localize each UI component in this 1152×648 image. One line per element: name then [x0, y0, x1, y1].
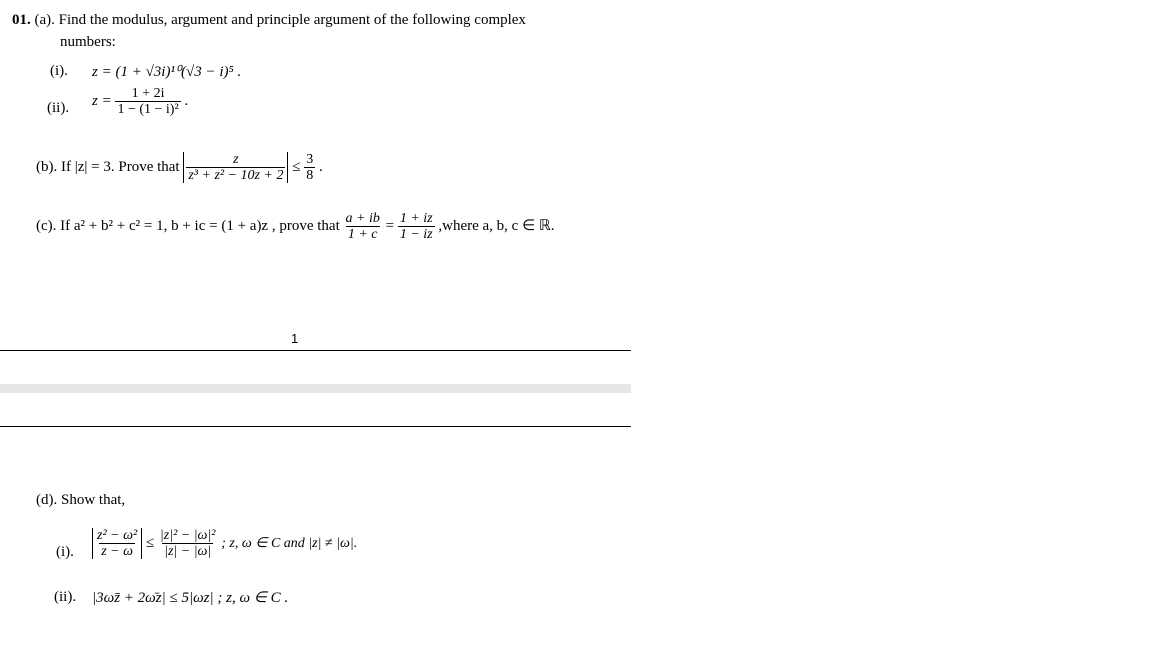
part-c-rhs-num: 1 + iz — [399, 211, 433, 226]
question-number: 01. — [12, 12, 31, 28]
part-b-numerator: z — [233, 152, 239, 167]
part-b-label: (b). — [36, 158, 58, 175]
part-c-post: ,where a, b, c ∈ ℝ. — [438, 217, 555, 234]
a-ii-fraction — [115, 86, 180, 117]
d-i-relation: ≤ — [145, 534, 155, 551]
part-b-relation: ≤ — [292, 158, 301, 175]
part-b-rhs-den: 8 — [306, 168, 314, 183]
part-a-text-cont: numbers: — [60, 34, 116, 50]
page-gap — [0, 384, 631, 393]
d-ii-expression: |3ωz̄ + 2ω̄z| ≤ 5|ωz| ; z, ω ∈ C . — [92, 590, 289, 606]
part-d-label: (d). — [36, 492, 58, 508]
part-b-rhs — [304, 152, 315, 183]
part-c-lhs — [344, 211, 382, 242]
d-i-lhs — [95, 528, 139, 559]
part-b-text: If |z| = 3. Prove that — [61, 158, 180, 175]
a-ii-end: . — [184, 92, 189, 109]
a-ii-lhs: z = — [92, 92, 112, 109]
part-b — [36, 152, 323, 183]
part-c-label: (c). — [36, 217, 57, 234]
d-ii-label: (ii). — [54, 589, 77, 605]
d-i-expression — [92, 528, 357, 559]
d-i-rhs-num: |z|² − |ω|² — [159, 528, 216, 543]
page-bottom-rule — [0, 350, 631, 351]
a-i-expression: z = (1 + √3i)¹⁰(√3 − i)⁵ . — [92, 64, 242, 80]
d-i-lhs-den: z − ω — [101, 544, 133, 559]
d-i-lhs-num: z² − ω² — [97, 528, 138, 543]
page-top-rule — [0, 426, 631, 427]
d-i-lhs-abs — [92, 528, 142, 559]
part-b-fraction — [186, 152, 285, 183]
part-b-end: . — [318, 158, 323, 175]
question-heading — [12, 12, 526, 29]
a-ii-denominator: 1 − (1 − i)² — [117, 102, 179, 117]
part-c — [36, 211, 555, 242]
part-b-abs-value — [183, 152, 288, 183]
part-c-rhs-den: 1 − iz — [399, 227, 433, 242]
d-i-label: (i). — [56, 544, 74, 560]
part-c-lhs-den: 1 + c — [347, 227, 378, 242]
part-b-rhs-num: 3 — [306, 152, 314, 167]
part-c-text: If a² + b² + c² = 1, b + ic = (1 + a)z , prove that — [60, 217, 340, 234]
part-c-eq: = — [385, 217, 395, 234]
d-i-rhs — [158, 528, 218, 559]
part-c-lhs-num: a + ib — [345, 211, 380, 226]
a-ii-expression — [92, 86, 188, 117]
a-i-label: (i). — [50, 63, 68, 79]
d-i-condition: ; z, ω ∈ C and |z| ≠ |ω|. — [221, 535, 358, 551]
d-i-rhs-den: |z| − |ω| — [164, 544, 212, 559]
part-d-text: Show that, — [61, 492, 126, 508]
part-c-rhs — [398, 211, 435, 242]
part-a-text: Find the modulus, argument and principle argument of the following complex — [58, 12, 526, 28]
a-ii-label: (ii). — [47, 100, 70, 116]
a-ii-numerator: 1 + 2i — [131, 86, 165, 101]
part-b-denominator: z³ + z² − 10z + 2 — [188, 168, 284, 183]
page-number: 1 — [291, 331, 299, 346]
part-d-heading — [36, 492, 125, 509]
part-a-label: (a). — [34, 12, 55, 28]
